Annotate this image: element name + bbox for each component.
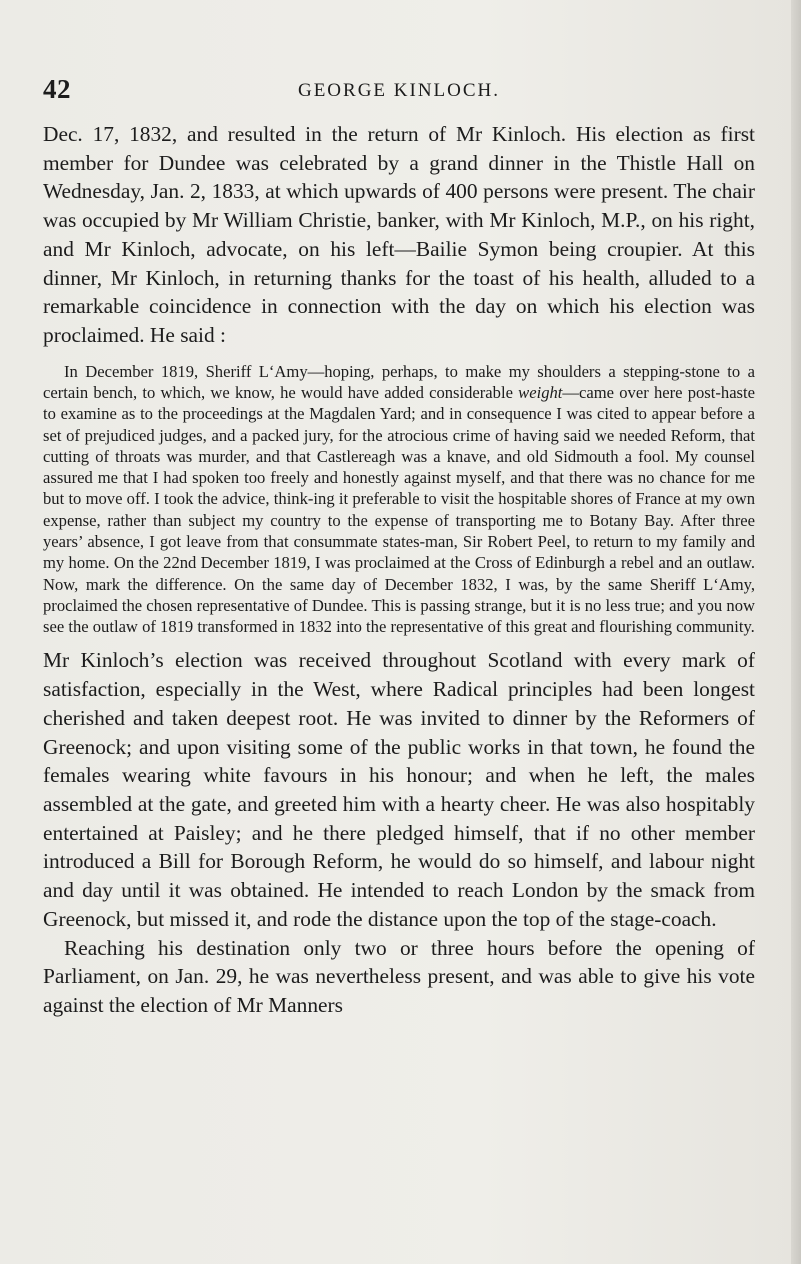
paragraph-3: Reaching his destination only two or three hours before the opening of Parliament, on Jan. 29, he was nevertheless present, and was able to give his vote against the election of Mr Manners (43, 935, 755, 1017)
quote-text-start: In December 1819, Sheriff L‘Amy—hoping, perhaps, to make my shoulders a stepping-stone to a certain bench, to which, we know, he would have added considerable (43, 361, 755, 402)
page-body (43, 120, 755, 1020)
running-head: GEORGE KINLOCH. (297, 80, 501, 101)
paragraph-1: Dec. 17, 1832, and resulted in the return of Mr Kinloch. His election as first member for Dundee was celebrated by a grand dinner in the Thistle Hall on Wednesday, Jan. 2, 1833, at which upwards of 400 persons were present. The chair was occupied by Mr William Christie, banker, with Mr Kinloch, M.P., on his right, and Mr Kinloch, advocate, on his left—Bailie Symon being croupier. At this dinner, Mr Kinloch, in returning thanks for the toast of his health, alluded to a remarkable coincidence in connection with the day on which his election was proclaimed. He said : (43, 122, 755, 347)
quote-text-end: —came over here post-haste to examine as to the proceedings at the Magdalen Yard; and in consequence I was cited to appear before a set of prejudiced judges, and a packed jury, for the atrocious crime of having said we needed Reform, that cutting of throats was murder, and that Castlereagh was a knave, and old Sidmouth a fool. My counsel assured me that I had spoken too freely and honestly against myself, and that there was no chance for me but to move off. I took the advice, think-ing it preferable to visit the hospitable shores of France at my own expense, rather than subject my country to the expense of transporting me to Botany Bay. After three years’ absence, I got leave from that consummate states-man, Sir Robert Peel, to return to my family and my home. On the 22nd December 1819, I was proclaimed at the Cross of Edinburgh a rebel and an outlaw. Now, mark the difference. On the same day of December 1832, I was, by the same Sheriff L‘Amy, proclaimed the chosen representative of Dundee. This is passing strange, but it is no less true; and you now see the outlaw of 1819 transformed in 1832 into the representative of this great and flourishing community. (43, 382, 755, 637)
paragraph-2: Mr Kinloch’s election was received throughout Scotland with every mark of satisfaction, especially in the West, where Radical principles had been longest cherished and taken deepest root. He was invited to dinner by the Reformers of Greenock; and upon visiting some of the public works in that town, he found the females wearing white favours in his honour; and when he left, the males assembled at the gate, and greeted him with a hearty cheer. He was also hospitably entertained at Paisley; and he there pledged himself, that if no other member introduced a Bill for Borough Reform, he would do so himself, and labour night and day until it was obtained. He intended to reach London by the smack from Greenock, but missed it, and rode the distance upon the top of the stage-coach. (43, 648, 755, 931)
block-quote (43, 361, 755, 638)
page-header (43, 74, 755, 114)
page-edge-shadow (791, 0, 801, 1264)
quote-italic-word: weight (518, 382, 563, 402)
page-number: 42 (43, 74, 71, 104)
